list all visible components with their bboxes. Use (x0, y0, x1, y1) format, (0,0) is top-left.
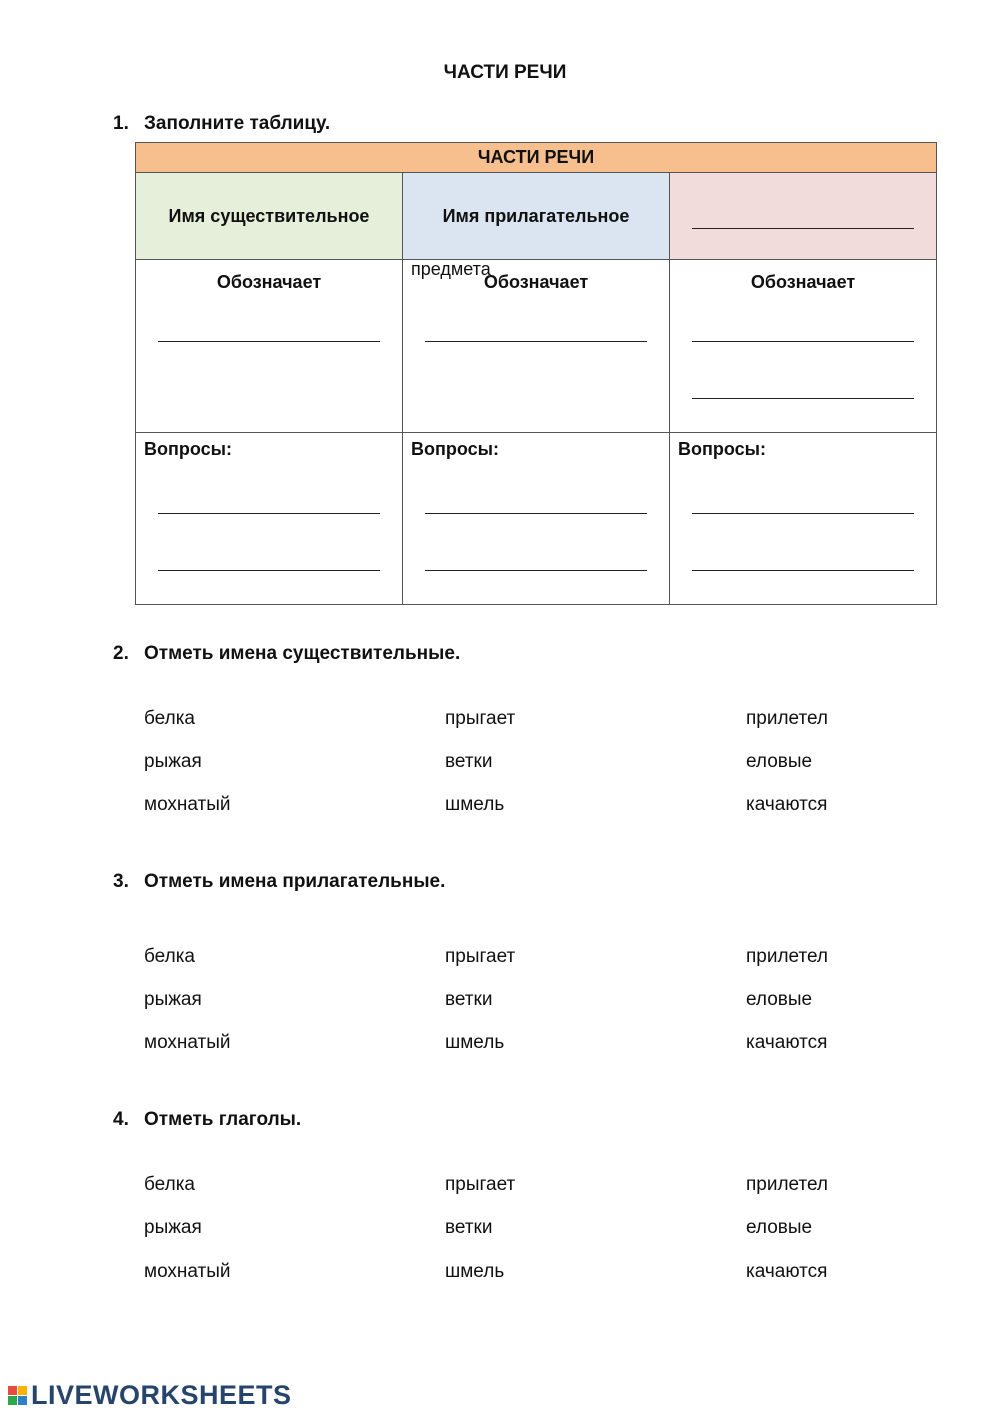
answer-blank[interactable] (692, 341, 914, 342)
task-text: Отметь имена существительные. (144, 643, 461, 664)
word-option[interactable]: шмель (445, 1032, 505, 1053)
word-row (144, 946, 904, 970)
task-number: 4. (113, 1109, 129, 1130)
word-row (144, 1032, 904, 1056)
task-text: Отметь имена прилагательные. (144, 871, 446, 892)
word-option[interactable]: мохнатый (144, 1261, 231, 1282)
adjective-header-label: Имя прилагательное (442, 205, 630, 226)
liveworksheets-logo-icon (8, 1386, 27, 1405)
word-option[interactable]: ветки (445, 989, 493, 1010)
word-option[interactable]: мохнатый (144, 1032, 231, 1053)
questions-label: Вопросы: (144, 439, 232, 459)
page-title: ЧАСТИ РЕЧИ (443, 62, 567, 83)
noun-questions-cell (136, 433, 402, 604)
means-label: Обозначает (750, 272, 856, 292)
word-option[interactable]: рыжая (144, 751, 202, 772)
word-option[interactable]: ветки (445, 1217, 493, 1238)
word-option[interactable]: мохнатый (144, 794, 231, 815)
word-option[interactable]: шмель (445, 1261, 505, 1282)
word-option[interactable]: белка (144, 1174, 195, 1195)
noun-means-cell (136, 260, 402, 432)
third-questions-cell (670, 433, 936, 604)
questions-label: Вопросы: (411, 439, 499, 459)
task-number: 2. (113, 643, 129, 664)
word-row (144, 751, 904, 775)
adjective-header-cell (403, 173, 669, 259)
task-text: Отметь глаголы. (144, 1109, 302, 1130)
adjective-questions-cell (403, 433, 669, 604)
word-option[interactable]: белка (144, 946, 195, 967)
logo-text: LIVEWORKSHEETS (31, 1379, 292, 1410)
task-number: 3. (113, 871, 129, 892)
answer-blank[interactable] (692, 398, 914, 399)
third-means-cell (670, 260, 936, 432)
word-option[interactable]: ветки (445, 751, 493, 772)
word-option[interactable]: качаются (746, 1261, 828, 1282)
word-row (144, 989, 904, 1013)
means-label: Обозначает (483, 272, 589, 292)
questions-label: Вопросы: (678, 439, 766, 459)
noun-header-cell (136, 173, 402, 259)
word-row (144, 1174, 904, 1198)
task-2-heading (113, 643, 460, 665)
word-option[interactable]: еловые (746, 751, 813, 772)
adjective-means-cell (403, 260, 669, 432)
answer-blank[interactable] (425, 570, 647, 571)
word-option[interactable]: прыгает (445, 946, 516, 967)
parts-of-speech-table (135, 142, 937, 605)
word-option[interactable]: прилетел (746, 946, 829, 967)
word-option[interactable]: белка (144, 708, 195, 729)
task-1-heading (113, 113, 330, 135)
word-option[interactable]: качаются (746, 1032, 828, 1053)
word-option[interactable]: прыгает (445, 1174, 516, 1195)
word-option[interactable]: рыжая (144, 989, 202, 1010)
task-3-heading (113, 871, 445, 893)
task-number: 1. (113, 113, 129, 134)
answer-blank[interactable] (158, 513, 380, 514)
word-row (144, 1261, 904, 1285)
table-header: ЧАСТИ РЕЧИ (136, 143, 936, 173)
word-option[interactable]: качаются (746, 794, 828, 815)
third-header-blank[interactable] (692, 228, 914, 229)
answer-blank[interactable] (692, 513, 914, 514)
liveworksheets-logo (8, 1380, 292, 1410)
answer-blank[interactable] (158, 570, 380, 571)
word-row (144, 1217, 904, 1241)
answer-blank[interactable] (158, 341, 380, 342)
word-row (144, 794, 904, 818)
word-option[interactable]: еловые (746, 1217, 813, 1238)
answer-blank[interactable] (425, 341, 647, 342)
means-label: Обозначает (216, 272, 322, 292)
word-option[interactable]: прилетел (746, 708, 829, 729)
word-row (144, 708, 904, 732)
adjective-hint: предмета (411, 259, 491, 279)
word-option[interactable]: рыжая (144, 1217, 202, 1238)
word-option[interactable]: прилетел (746, 1174, 829, 1195)
answer-blank[interactable] (425, 513, 647, 514)
word-option[interactable]: шмель (445, 794, 505, 815)
answer-blank[interactable] (692, 570, 914, 571)
task-4-heading (113, 1109, 301, 1131)
word-option[interactable]: еловые (746, 989, 813, 1010)
third-header-cell (670, 173, 936, 259)
word-option[interactable]: прыгает (445, 708, 516, 729)
task-text: Заполните таблицу. (144, 113, 331, 134)
noun-header-label: Имя существительное (168, 205, 370, 226)
